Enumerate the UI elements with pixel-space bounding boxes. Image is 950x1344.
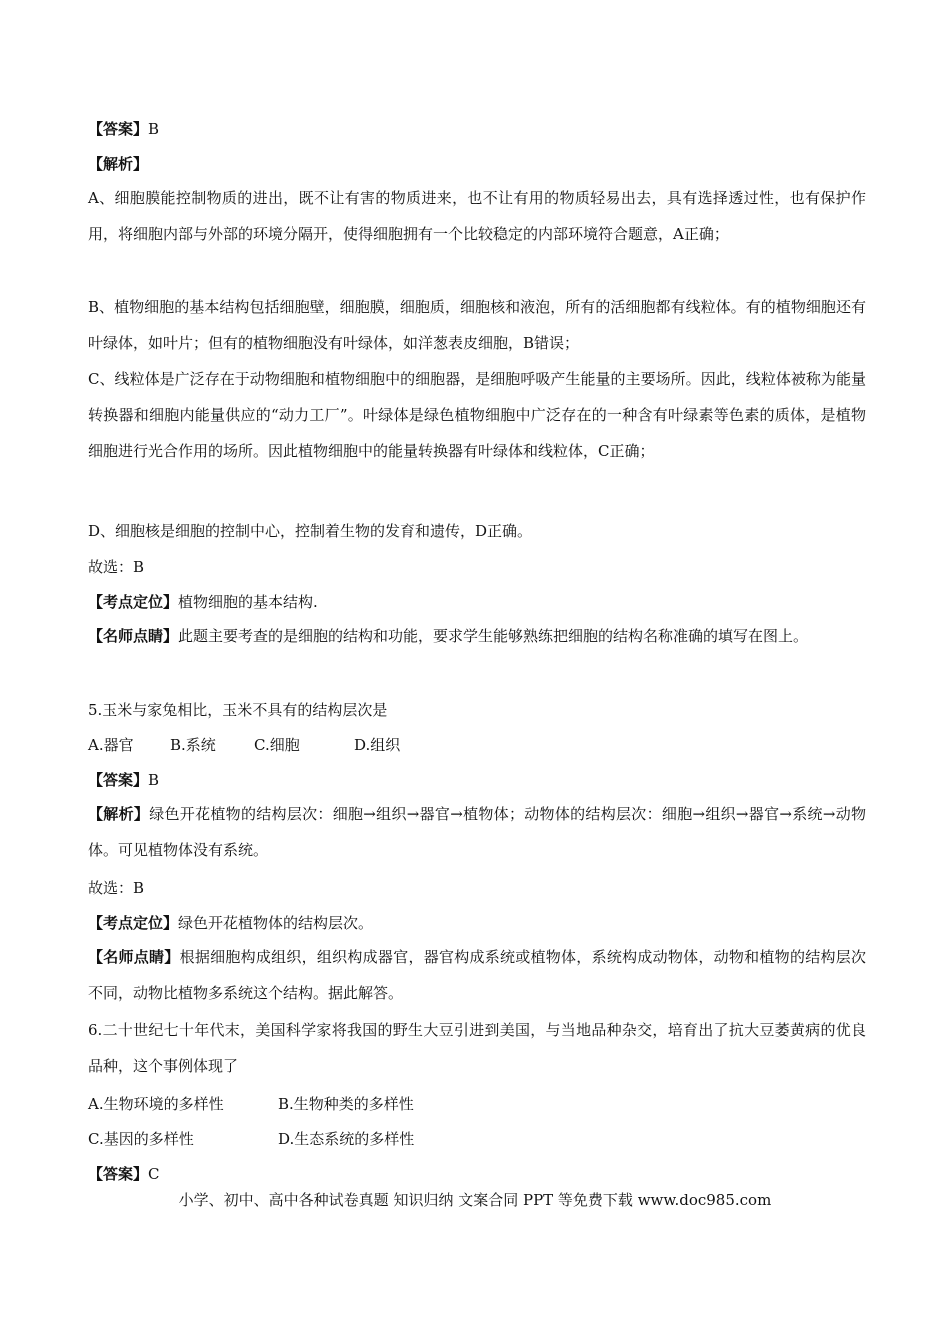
- q6-option-a: A.生物环境的多样性: [88, 1095, 224, 1113]
- q5-option-d: D.组织: [354, 736, 401, 754]
- answer-label: 【答案】: [88, 120, 149, 138]
- q5-options: [88, 734, 400, 755]
- q5-answer: [88, 769, 159, 790]
- q5-option-a: A.器官: [88, 736, 134, 754]
- q4-analysis-a: A、细胞膜能控制物质的进出，既不让有害的物质进来，也不让有用的物质轻易出去，具有选择透过性，也有保护作用，将细胞内部与外部的环境分隔开，使得细胞拥有一个比较稳定的内部环境符合题意，A正确；: [88, 189, 866, 243]
- q6-options-row2: [88, 1128, 414, 1149]
- tip-text: 根据细胞构成组织，组织构成器官，器官构成系统或植物体，系统构成动物体，动物和植物的结构层次不同，动物比植物多系统这个结构。据此解答。: [88, 948, 866, 1002]
- q4-conclusion: 故选：B: [88, 558, 145, 576]
- answer-label: 【答案】: [88, 771, 149, 789]
- q4-analysis-c: C、线粒体是广泛存在于动物细胞和植物细胞中的细胞器，是细胞呼吸产生能量的主要场所。因此，线粒体被称为能量转换器和细胞内能量供应的“动力工厂”。叶绿体是绿色植物细胞中广泛存在的一种含有叶绿素等色素的质体，是植物细胞进行光合作用的场所。因此植物细胞中的能量转换器有叶绿体和线粒体，C正确；: [88, 370, 866, 460]
- kp-label: 【考点定位】: [88, 593, 179, 611]
- q4-analysis-d: D、细胞核是细胞的控制中心，控制着生物的发育和遗传，D正确。: [88, 522, 533, 540]
- q6-options-row1: [88, 1093, 414, 1114]
- q6-option-d: D.生态系统的多样性: [278, 1130, 415, 1148]
- tip-label: 【名师点睛】: [88, 627, 179, 645]
- q4-answer: [88, 118, 159, 139]
- q5-option-c: C.细胞: [254, 736, 300, 754]
- analysis-label: 【解析】: [88, 805, 150, 823]
- answer-value: B: [148, 771, 160, 789]
- q5-conclusion: 故选：B: [88, 879, 145, 897]
- page-footer: 小学、初中、高中各种试卷真题 知识归纳 文案合同 PPT 等免费下载 www.doc985.com: [178, 1191, 772, 1209]
- kp-text: 绿色开花植物体的结构层次。: [178, 914, 374, 932]
- analysis-text: 绿色开花植物的结构层次：细胞→组织→器官→植物体；动物体的结构层次：细胞→组织→器官→系统→动物体。可见植物体没有系统。: [88, 805, 866, 859]
- tip-label: 【名师点睛】: [88, 948, 180, 966]
- answer-value: C: [148, 1165, 160, 1183]
- q4-teacher-tip: [88, 618, 866, 654]
- q6-option-c: C.基因的多样性: [88, 1130, 194, 1148]
- q5-teacher-tip: [88, 939, 866, 1011]
- q6-answer: [88, 1163, 160, 1184]
- q6-option-b: B.生物种类的多样性: [278, 1095, 414, 1113]
- q4-analysis-label: 【解析】: [88, 155, 149, 173]
- q4-analysis-b: B、植物细胞的基本结构包括细胞壁，细胞膜，细胞质，细胞核和液泡，所有的活细胞都有线粒体。有的植物细胞还有叶绿体，如叶片；但有的植物细胞没有叶绿体，如洋葱表皮细胞，B错误；: [88, 298, 866, 352]
- answer-label: 【答案】: [88, 1165, 149, 1183]
- q5-analysis: [88, 796, 866, 868]
- q5-question: 5.玉米与家兔相比，玉米不具有的结构层次是: [88, 701, 388, 719]
- q5-option-b: B.系统: [170, 736, 216, 754]
- kp-label: 【考点定位】: [88, 914, 179, 932]
- q4-knowledge-point: [88, 591, 318, 612]
- tip-text: 此题主要考查的是细胞的结构和功能，要求学生能够熟练把细胞的结构名称准确的填写在图上。: [178, 627, 809, 645]
- answer-value: B: [148, 120, 160, 138]
- q6-question: 6.二十世纪七十年代末，美国科学家将我国的野生大豆引进到美国，与当地品种杂交，培育出了抗大豆萎黄病的优良品种，这个事例体现了: [88, 1021, 866, 1075]
- kp-text: 植物细胞的基本结构.: [178, 593, 318, 611]
- q5-knowledge-point: [88, 912, 373, 933]
